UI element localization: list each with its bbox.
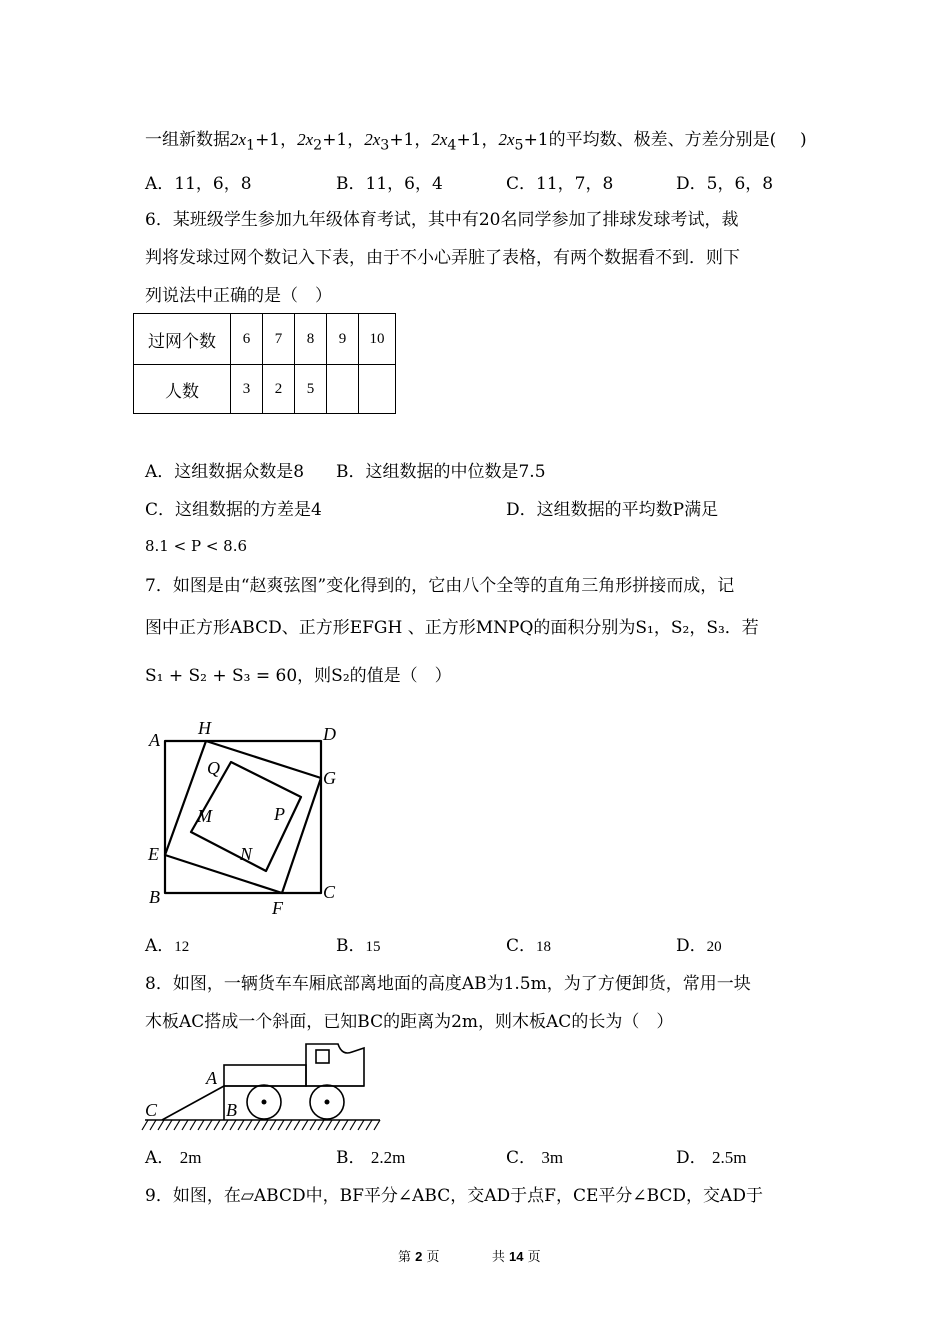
truck-bed [224, 1065, 306, 1086]
q7-line-3: S₁ + S₂ + S₃ = 60，则S₂的值是（ ） [145, 666, 452, 686]
label-f: F [272, 898, 283, 918]
q5-option-c: C．11，7，8 [506, 174, 614, 194]
table-cell: 3 [231, 365, 263, 414]
q7-zhaoshuang-figure [140, 712, 350, 922]
label-g: G [323, 768, 336, 788]
label-c: C [145, 1100, 158, 1120]
q8-option-b: B． 2.2m [336, 1148, 406, 1168]
truck-window [316, 1050, 329, 1063]
table-cell: 7 [263, 314, 295, 365]
table-cell: 2 [263, 365, 295, 414]
label-q: Q [207, 758, 220, 778]
table-cell: 8 [295, 314, 327, 365]
q5-stem: 一组新数据$2x_1+1$，$2x_2+1$，$2x_3+1$，$2x_4+1$，$2x_5+1$的平均数、极差、方差分别是( [145, 130, 777, 154]
table-header-cell: 人数 [134, 365, 231, 414]
q7-option-c: C．18 [506, 936, 552, 956]
q8-truck-figure [140, 1038, 390, 1138]
label-b: B [149, 887, 160, 907]
q6-line-3: 列说法中正确的是（ ） [145, 286, 332, 306]
label-e: E [148, 844, 159, 864]
q5-close-paren: ) [800, 130, 807, 150]
label-m: M [197, 806, 212, 826]
q7-option-d: D．20 [676, 936, 722, 956]
table-cell: 5 [295, 365, 327, 414]
q8-line-1: 8．如图，一辆货车车厢底部离地面的高度AB为1.5m，为了方便卸货，常用一块 [145, 974, 751, 994]
q6-data-table [133, 313, 396, 414]
ground-hatching [142, 1120, 380, 1130]
q6-option-c: C．这组数据的方差是4 [145, 500, 322, 520]
table-cell: 6 [231, 314, 263, 365]
q6-line-1: 6．某班级学生参加九年级体育考试，其中有20名同学参加了排球发球考试，裁 [145, 210, 739, 230]
q6-option-d-continuation: 8.1 < P < 8.6 [145, 537, 248, 555]
q7-line-1: 7．如图是由“赵爽弦图”变化得到的，它由八个全等的直角三角形拼接而成，记 [145, 576, 735, 596]
label-b: B [226, 1100, 237, 1120]
q7-line-2: 图中正方形ABCD、正方形EFGH 、正方形MNPQ的面积分别为S₁，S₂，S₃．若 [145, 618, 759, 638]
label-a: A [206, 1068, 217, 1088]
truck-cab [306, 1044, 364, 1086]
q6-option-a: A．这组数据众数是8 [145, 462, 305, 482]
table-header-cell: 过网个数 [134, 314, 231, 365]
page-footer: 第 2 页 共 14 页 [398, 1249, 541, 1265]
square-efgh [165, 741, 321, 893]
label-p: P [274, 804, 285, 824]
q5-option-b: B．11，6，4 [336, 174, 443, 194]
q6-option-d: D．这组数据的平均数P满足 [506, 500, 719, 520]
table-cell [327, 365, 359, 414]
table-cell: 9 [327, 314, 359, 365]
label-d: D [323, 724, 336, 744]
q9-line-1: 9．如图，在▱ABCD中，BF平分∠ABC，交AD于点F，CE平分∠BCD，交AD于 [145, 1186, 763, 1206]
label-c: C [323, 882, 336, 902]
q8-option-c: C． 3m [506, 1148, 564, 1168]
table-row [134, 314, 396, 365]
q7-option-b: B．15 [336, 936, 381, 956]
q6-option-b: B．这组数据的中位数是7.5 [336, 462, 546, 482]
square-abcd [165, 741, 321, 893]
total-pages: 14 [508, 1249, 524, 1264]
label-a: A [149, 730, 160, 750]
page-number: 2 [415, 1249, 423, 1264]
table-cell: 10 [359, 314, 396, 365]
q8-line-2: 木板AC搭成一个斜面，已知BC的距离为2m，则木板AC的长为（ ） [145, 1012, 674, 1032]
q6-line-2: 判将发球过网个数记入下表，由于不小心弄脏了表格，有两个数据看不到．则下 [145, 248, 740, 268]
label-h: H [198, 718, 211, 738]
q5-option-d: D．5，6，8 [676, 174, 774, 194]
q5-option-a: A．11，6，8 [145, 174, 252, 194]
ramp-board [162, 1086, 224, 1120]
table-cell [359, 365, 396, 414]
q8-option-d: D． 2.5m [676, 1148, 747, 1168]
q7-option-a: A．12 [145, 936, 190, 956]
label-n: N [240, 844, 253, 864]
q8-option-a: A． 2m [145, 1148, 202, 1168]
table-row [134, 365, 396, 414]
